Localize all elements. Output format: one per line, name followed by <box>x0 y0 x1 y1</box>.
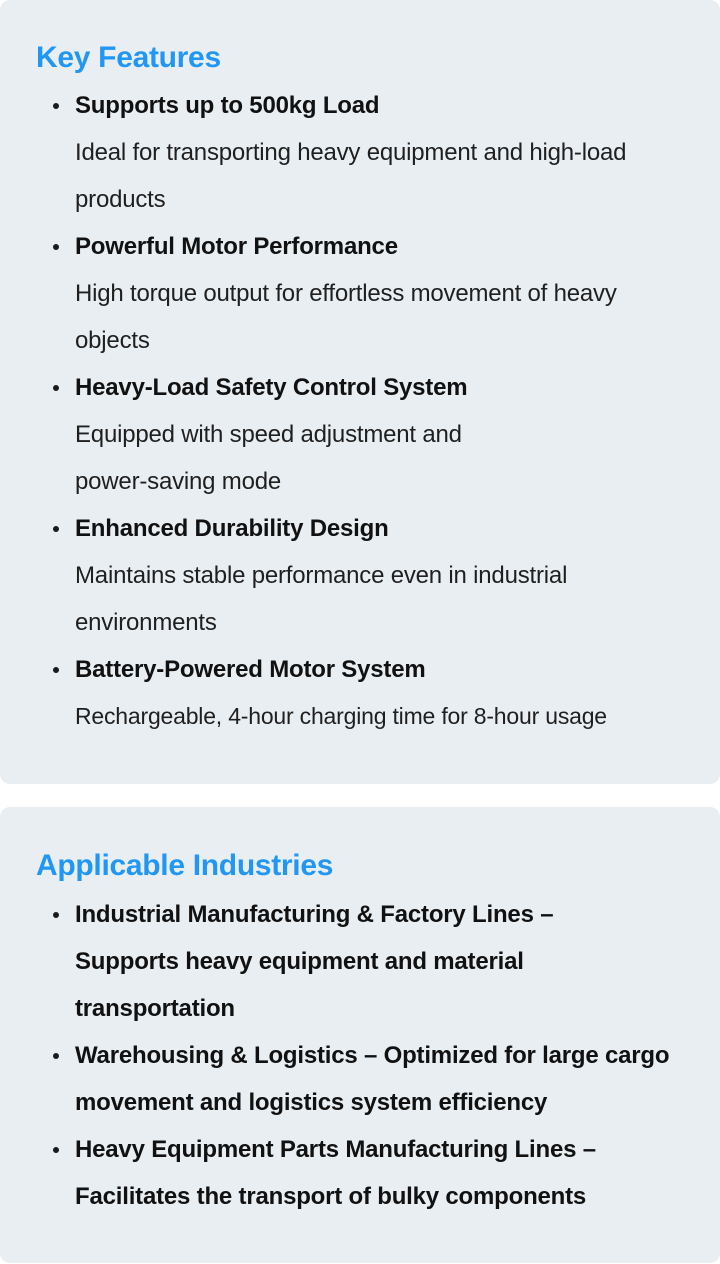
feature-description: Equipped with speed adjustment and power-saving mode <box>75 421 462 495</box>
feature-item <box>36 505 684 646</box>
feature-description: Ideal for transporting heavy equipment and high-load products <box>75 139 627 213</box>
feature-item <box>36 646 684 740</box>
industry-text: Industrial Manufacturing & Factory Lines – Supports heavy equipment and material transportation <box>75 901 554 1022</box>
feature-description: High torque output for effortless movement of heavy objects <box>75 280 617 354</box>
feature-description: Maintains stable performance even in industrial environments <box>75 562 568 636</box>
feature-item <box>36 223 684 364</box>
industry-text: Warehousing & Logistics – Optimized for large cargo movement and logistics system efficiency <box>75 1042 670 1116</box>
key-features-heading: Key Features <box>36 41 221 74</box>
industries-list <box>36 891 684 1220</box>
feature-title: Powerful Motor Performance <box>75 233 398 260</box>
feature-description: Rechargeable, 4-hour charging time for 8-hour usage <box>75 703 607 729</box>
applicable-industries-heading: Applicable Industries <box>36 849 334 882</box>
feature-title: Supports up to 500kg Load <box>75 92 380 119</box>
key-features-list <box>36 82 684 740</box>
feature-title: Heavy-Load Safety Control System <box>75 374 468 401</box>
industry-item <box>36 1032 684 1126</box>
feature-item <box>36 82 684 223</box>
industry-item <box>36 1126 684 1220</box>
industry-text: Heavy Equipment Parts Manufacturing Lines – Facilitates the transport of bulky components <box>75 1136 596 1210</box>
feature-item <box>36 364 684 505</box>
feature-title: Enhanced Durability Design <box>75 515 389 542</box>
applicable-industries-card <box>0 807 720 1263</box>
feature-title: Battery-Powered Motor System <box>75 656 426 683</box>
industry-item <box>36 891 684 1032</box>
